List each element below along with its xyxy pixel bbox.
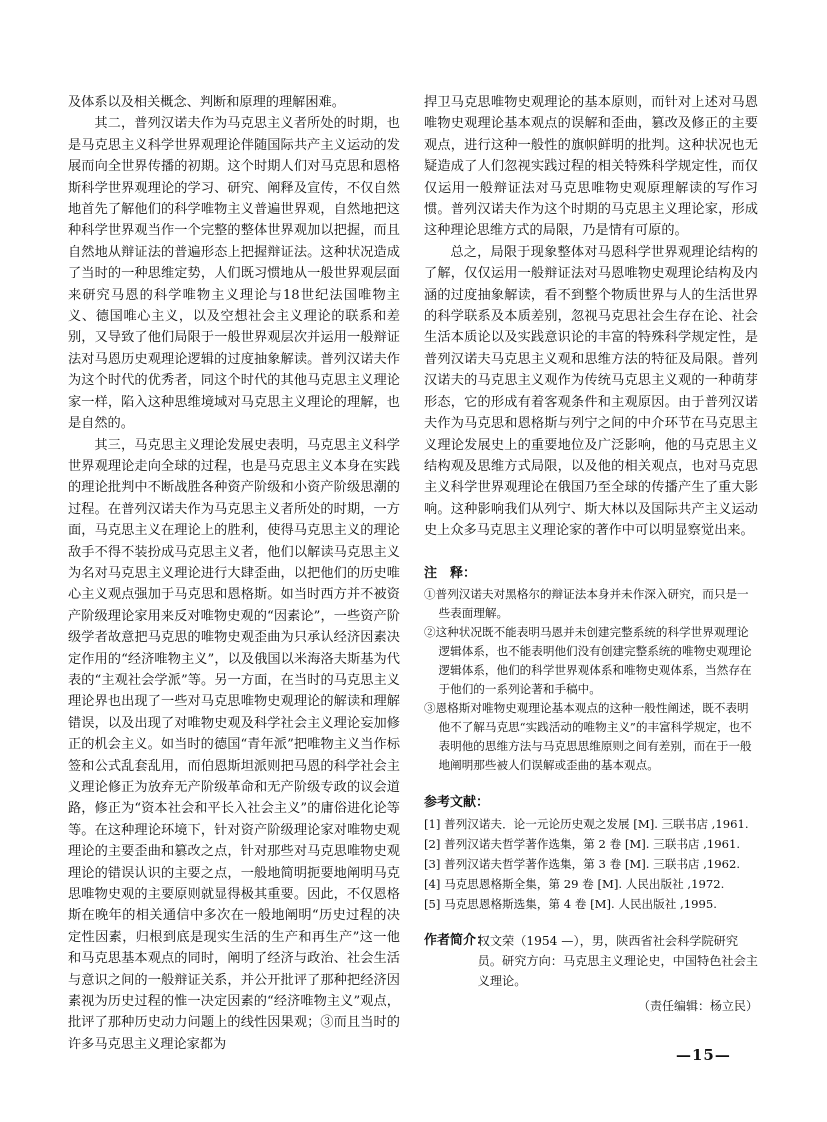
reference-item: [4] 马克思恩格斯全集，第 29 卷 [M]. 人民出版社 ,1972. — [424, 876, 725, 891]
references-title: 参考文献： — [424, 794, 490, 810]
author-text: 权文荣（1954 —），男，陕西省社会科学院研究员。研究方向：马克思主义理论史，中国特色社会主义理论。 — [477, 933, 758, 988]
paragraph-point-two: 其二，普列汉诺夫作为马克思主义者所处的时期，也是马克思主义科学世界观理论伴随国际共产主义运动的发展而向全世界传播的初期。这个时期人们对马克思和恩格斯科学世界观理论的学习、研究、阐释及宣传，不仅自然地首先了解他们的科学唯物主义普遍世界观，自然地把这种科学世界观当作一个完整的整体世界观加以把握，而且自然地从辩证法的普遍形态上把握辩证法。这种状况造成了当时的一种思维定势，人们既习惯地从一般世界观层面来研究马恩的科学唯物主义理论与18世纪法国唯物主义、德国唯心主义，以及空想社会主义理论的联系和差别，又导致了他们局限于一般世界观层次并运用一般辩证法对马恩历史观理论逻辑的过度抽象解读。普列汉诺夫作为这个时代的优秀者，同这个时代的其他马克思主义理论家一样，陷入这种思维境域对马克思主义理论的理解，也是自然的。 — [68, 116, 400, 432]
reference-item: [2] 普列汉诺夫哲学著作选集，第 2 卷 [M]. 三联书店 ,1961. — [424, 836, 741, 851]
paragraph-summary: 总之，局限于现象整体对马恩科学世界观理论结构的了解，仅仅运用一般辩证法对马恩唯物史观理论结构及内涵的过度抽象解读，看不到整个物质世界与人的生活世界的科学联系及本质差别，忽视马克思社会生存在论、社会生活本质论以及实践意识论的丰富的特殊科学规定性，是普列汉诺夫马克思主义观和思维方法的特征及局限。普列汉诺夫的马克思主义观作为传统马克思主义观的一种萌芽形态，它的形成有着客观条件和主观原因。由于普列汉诺夫作为马克思和恩格斯与列宁之间的中介环节在马克思主义理论发展史上的重要地位及广泛影响，他的马克思主义结构观及思维方式局限，以及他的相关观点，也对马克思主义科学世界观理论在俄国乃至全球的传播产生了重大影响。这种影响我们从列宁、斯大林以及国际共产主义运动史上众多马克思主义理论家的著作中可以明显察觉出来。 — [424, 244, 758, 539]
note-item: ①普列汉诺夫对黑格尔的辩证法本身并未作深入研究，而只是一些表面理解。 — [424, 586, 749, 620]
paragraph-continuation-right: 捍卫马克思唯物史观理论的基本原则，而针对上述对马恩唯物史观理论基本观点的误解和歪曲，篡改及修正的主要观点，进行这种一般性的旗帜鲜明的批判。这种状况也无疑造成了人们忽视实践过程的相关特殊科学规定性，而仅仅运用一般辩证法对马克思唯物史观原理解读的写作习惯。普列汉诺夫作为这个时期的马克思主义理论家，形成这种理论思维方式的局限，乃是情有可原的。 — [424, 95, 758, 239]
paragraph-continuation: 及体系以及相关概念、判断和原理的理解困难。 — [68, 95, 345, 110]
author-label: 作者简介： — [424, 932, 490, 948]
notes-section — [424, 562, 758, 775]
right-column — [424, 92, 758, 1014]
left-column — [68, 92, 400, 1055]
reference-item: [5] 马克思恩格斯选集，第 4 卷 [M]. 人民出版社 ,1995. — [424, 896, 717, 911]
note-item: ②这种状况既不能表明马恩并未创建完整系统的科学世界观理论逻辑体系，也不能表明他们没有创建完整系统的唯物史观理论逻辑体系，他们的科学世界观体系和唯物史观体系，当然存在于他们的一系列论著和手稿中。 — [424, 624, 752, 696]
references-section — [424, 791, 758, 914]
author-bio — [424, 930, 758, 991]
paragraph-point-three: 其三，马克思主义理论发展史表明，马克思主义科学世界观理论走向全球的过程，也是马克思主义本身在实践的理论批判中不断战胜各种资产阶级和小资产阶级思潮的过程。在普列汉诺夫作为马克思主义者所处的时期，一方面，马克思主义在理论上的胜利，使得马克思主义的理论敌手不得不装扮成马克思主义者，他们以解读马克思主义为名对马克思主义理论进行大肆歪曲，以把他们的历史唯心主义观点强加于马克思和恩格斯。如当时西方并不被资产阶级理论家用来反对唯物史观的“因素论”，一些资产阶级学者故意把马克思的唯物史观歪曲为只承认经济因素决定作用的“经济唯物主义”，以及俄国以米海洛夫斯基为代表的“主观社会学派”等。另一方面，在当时的马克思主义理论界也出现了一些对马克思唯物史观理论的解读和理解错误，以及出现了对唯物史观及科学社会主义理论妄加修正的机会主义。如当时的德国“青年派”把唯物主义当作标签和公式乱套乱用，而伯恩斯坦派则把马恩的科学社会主义理论修正为放弃无产阶级革命和无产阶级专政的议会道路，修正为“资本社会和平长入社会主义”的庸俗进化论等等。在这种理论环境下，针对资产阶级理论家对唯物史观理论的主要歪曲和篡改之点，针对那些对马克思唯物史观理论的错误认识的主要之点，一般地简明扼要地阐明马克思唯物史观的主要原则就显得极其重要。因此，不仅恩格斯在晚年的相关通信中多次在一般地阐明“历史过程的决定性因素，归根到底是现实生活的生产和再生产”这一他和马克思基本观点的同时，阐明了经济与政治、社会生活与意识之间的一般辩证关系，并公开批评了那种把经济因素视为历史过程的惟一决定因素的“经济唯物主义”观点，批评了那种历史动力问题上的线性因果观；③而且当时的许多马克思主义理论家都为 — [68, 437, 400, 1052]
note-item: ③恩格斯对唯物史观理论基本观点的这种一般性阐述，既不表明他不了解马克思“实践活动的唯物主义”的丰富科学规定，也不表明他的思维方法与马克思思维原则之间有差别，而在于一般地阐明那些被人们误解或歪曲的基本观点。 — [424, 700, 752, 772]
reference-item: [1] 普列汉诺夫．论一元论历史观之发展 [M]. 三联书店 ,1961. — [424, 816, 749, 831]
responsible-editor: （责任编辑：杨立民） — [637, 998, 758, 1013]
page-number: —15— — [676, 1046, 731, 1064]
notes-title: 注 释： — [424, 565, 477, 581]
reference-item: [3] 普列汉诺夫哲学著作选集，第 3 卷 [M]. 三联书店 ,1962. — [424, 856, 741, 871]
